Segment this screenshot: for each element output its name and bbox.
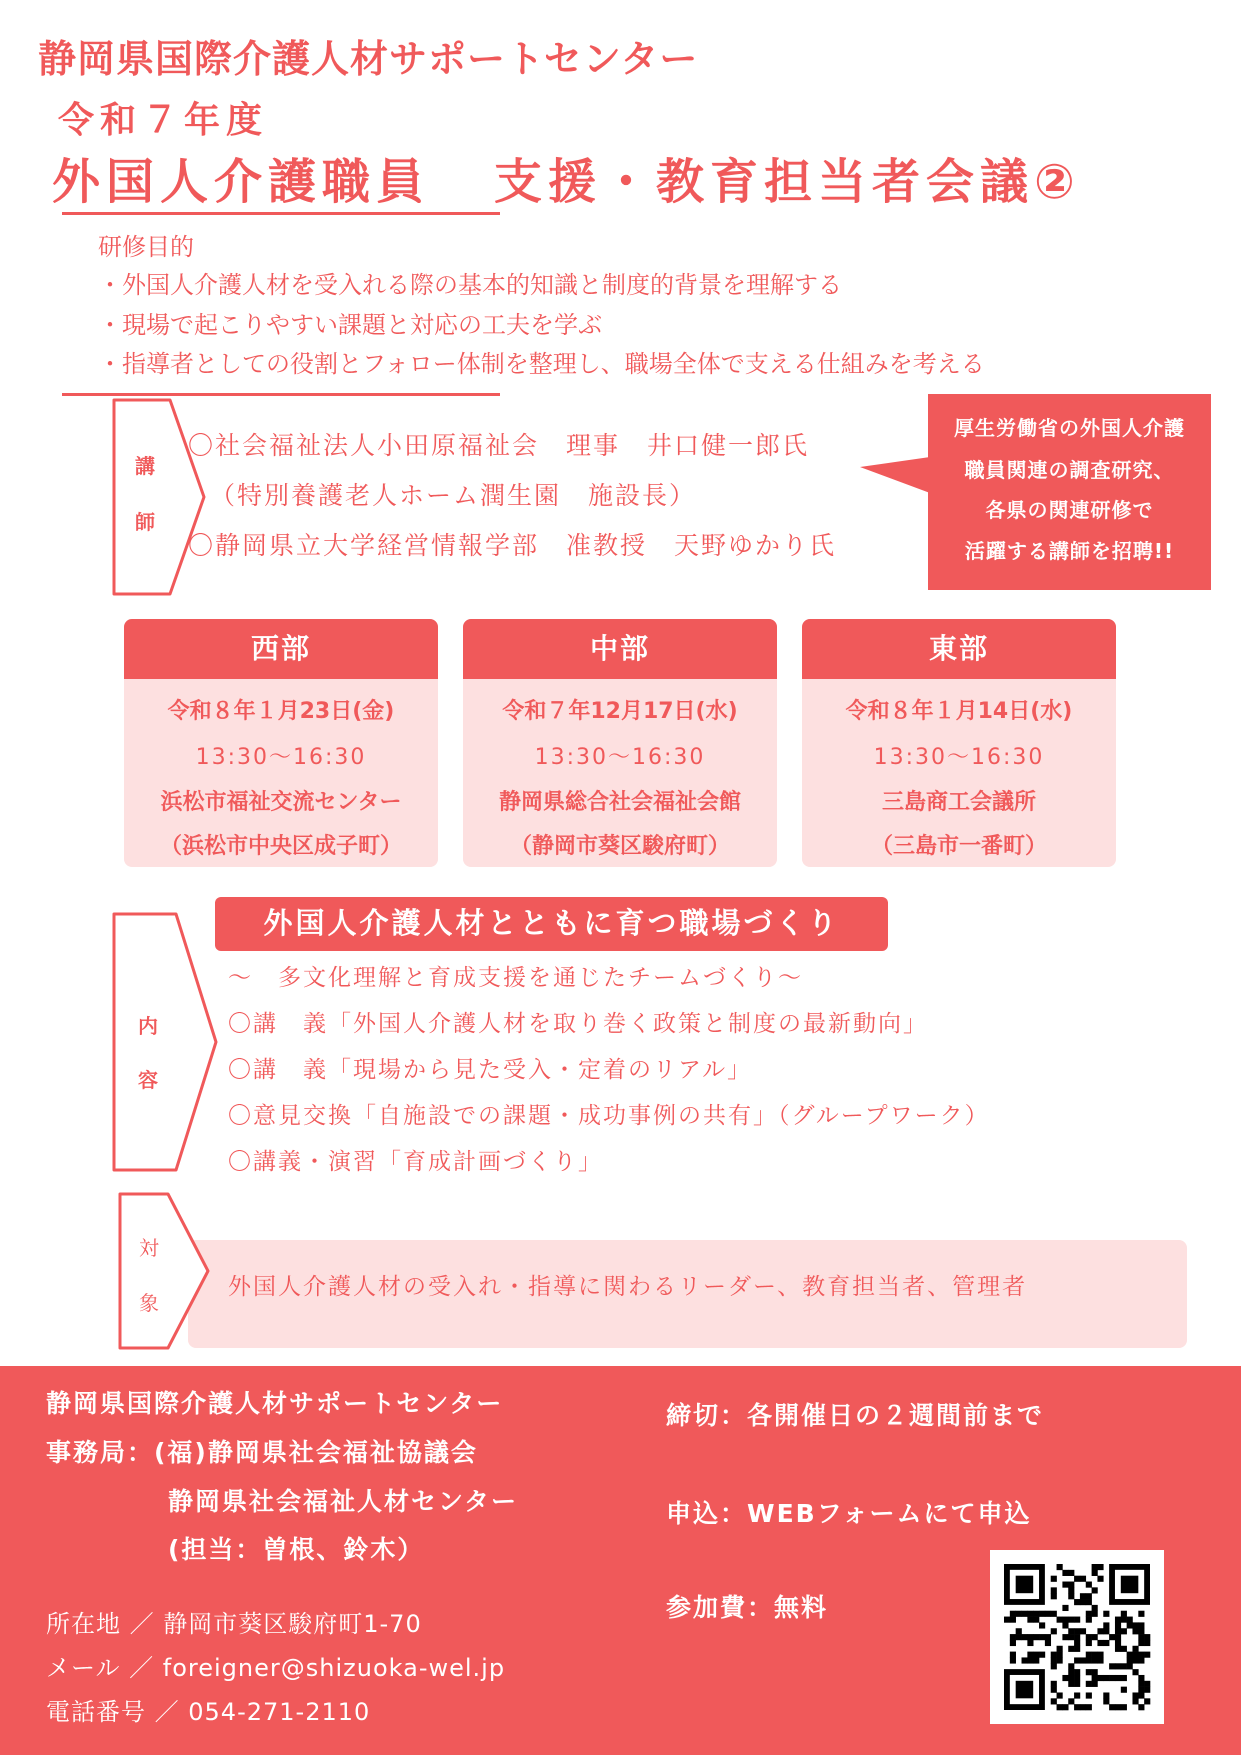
venue-date: 令和７年12月17日(水) [502, 699, 738, 724]
venue-time: 13:30〜16:30 [195, 745, 367, 770]
lecturer-line: 〇静岡県立大学経営情報学部 准教授 天野ゆかり氏 [188, 531, 837, 560]
title-underline [62, 212, 500, 215]
purpose-divider [62, 393, 500, 396]
venue-date: 令和８年１月14日(水) [845, 699, 1073, 724]
venue-place: 静岡県総合社会福祉会館 [498, 790, 741, 815]
footer-org: 静岡県国際介護人材サポートセンター [46, 1389, 504, 1418]
target-label-1: 対 [139, 1236, 159, 1260]
purpose-heading: 研修目的 [98, 233, 194, 261]
target-text: 外国人介護人材の受入れ・指導に関わるリーダー、教育担当者、管理者 [228, 1274, 1028, 1300]
title-left: 外国人介護職員 [52, 154, 431, 210]
page-title [52, 143, 1081, 212]
purpose-item: ・現場で起こりやすい課題と対応の工夫を学ぶ [98, 311, 602, 339]
footer-contact-person: (担当：曽根、鈴木） [168, 1535, 425, 1564]
venue-place: 三島商工会議所 [881, 790, 1036, 815]
venue-address: （浜松市中央区成子町） [159, 834, 402, 859]
content-item: 〇講 義「外国人介護人材を取り巻く政策と制度の最新動向」 [228, 1011, 928, 1037]
footer-office-2: 静岡県社会福祉人材センター [168, 1487, 519, 1516]
callout-line: 活躍する講師を招聘!! [964, 539, 1175, 563]
callout-pointer [860, 455, 930, 495]
venue-time: 13:30〜16:30 [534, 745, 706, 770]
target-label-2: 象 [139, 1291, 159, 1315]
fiscal-year: 令和７年度 [58, 100, 269, 141]
callout-line: 厚生労働省の外国人介護 [954, 416, 1185, 440]
content-item: 〇意見交換「自施設での課題・成功事例の共有」（グループワーク） [228, 1103, 990, 1129]
footer-deadline: 締切：各開催日の２週間前まで [666, 1401, 1045, 1430]
venue-date: 令和８年１月23日(金) [167, 699, 395, 724]
venue-address: （三島市一番町） [870, 834, 1047, 859]
footer-office: 事務局：(福)静岡県社会福祉協議会 [46, 1438, 478, 1467]
content-item: 〇講 義「現場から見た受入・定着のリアル」 [228, 1057, 753, 1083]
footer-address: 所在地 ／ 静岡市葵区駿府町1-70 [46, 1610, 422, 1638]
venue-card-east [802, 619, 1116, 867]
content-tag [110, 912, 220, 1172]
content-label-1: 内 [138, 1014, 158, 1038]
lecturer-callout [928, 394, 1211, 590]
footer-phone[interactable]: 電話番号 ／ 054-271-2110 [46, 1698, 371, 1726]
footer-apply: 申込：WEBフォームにて申込 [666, 1499, 1032, 1528]
lecturer-line: 〇社会福祉法人小田原福祉会 理事 井口健一郎氏 [188, 431, 810, 460]
callout-line: 職員関連の調査研究、 [964, 458, 1175, 482]
venue-place: 浜松市福祉交流センター [160, 790, 402, 815]
qr-code-graphic [990, 1550, 1164, 1724]
callout-line: 各県の関連研修で [985, 498, 1154, 522]
tag-chevron-shape [110, 912, 220, 1172]
organization-name: 静岡県国際介護人材サポートセンター [38, 37, 699, 81]
title-right: 支援・教育担当者会議② [494, 154, 1081, 210]
target-tag [116, 1192, 216, 1350]
purpose-item: ・指導者としての役割とフォロー体制を整理し、職場全体で支える仕組みを考える [98, 350, 985, 378]
footer-fee: 参加費：無料 [666, 1593, 829, 1622]
venue-card-west [124, 619, 438, 867]
venue-name: 東部 [802, 619, 1116, 679]
content-item: 〇講義・演習「育成計画づくり」 [228, 1149, 603, 1175]
content-subtitle: 〜 多文化理解と育成支援を通じたチームづくり〜 [228, 965, 803, 991]
content-label-2: 容 [138, 1068, 158, 1092]
venue-address: （静岡市葵区駿府町） [509, 834, 730, 859]
lecturer-label-2: 師 [135, 510, 155, 534]
qr-code-icon[interactable] [990, 1550, 1164, 1724]
venue-time: 13:30〜16:30 [873, 745, 1045, 770]
lecturer-line: （特別養護老人ホーム潤生園 施設長） [210, 481, 697, 510]
lecturer-label-1: 講 [135, 454, 155, 478]
content-title: 外国人介護人材とともに育つ職場づくり [215, 897, 888, 951]
footer-email[interactable]: メール ／ foreigner@shizuoka-wel.jp [46, 1654, 506, 1682]
venue-name: 中部 [463, 619, 777, 679]
venue-card-central [463, 619, 777, 867]
tag-chevron-shape [116, 1192, 216, 1350]
venue-name: 西部 [124, 619, 438, 679]
purpose-item: ・外国人介護人材を受入れる際の基本的知識と制度的背景を理解する [98, 271, 842, 299]
